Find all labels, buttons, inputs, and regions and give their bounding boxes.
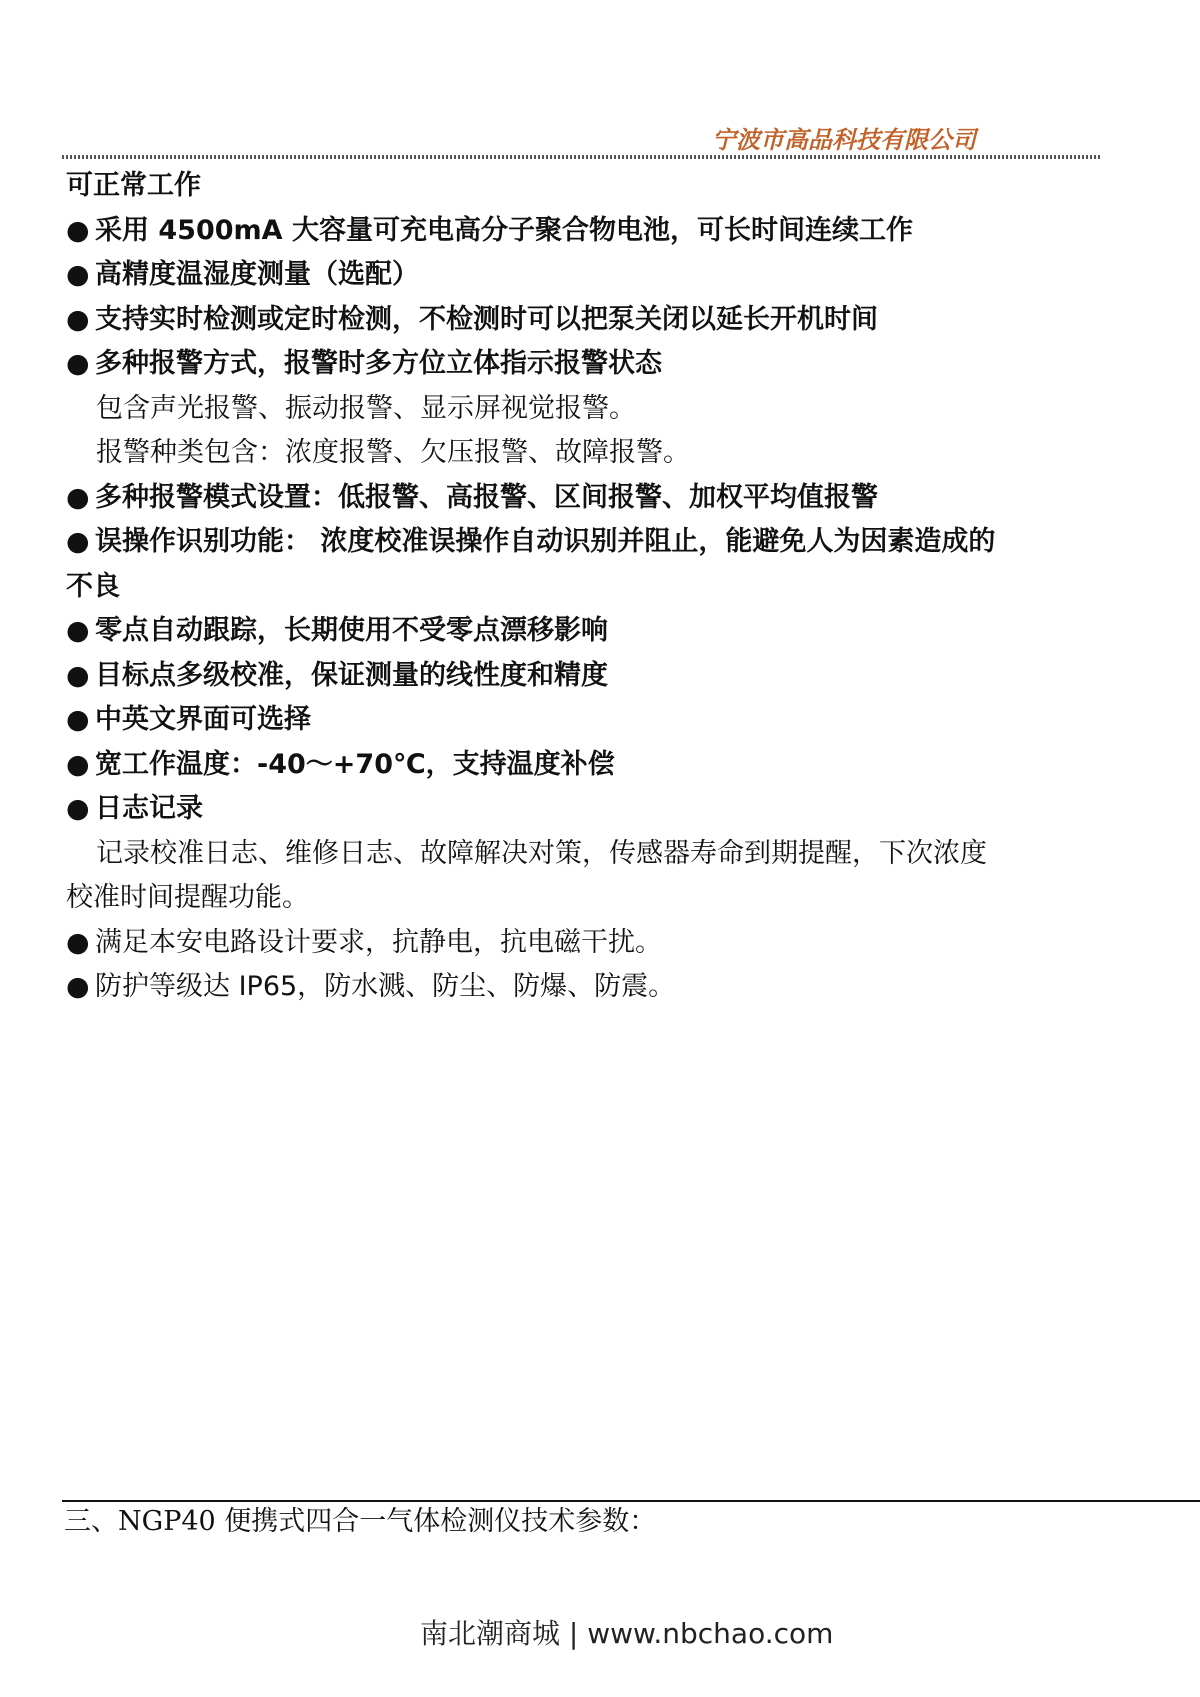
footer-watermark: 南北潮商城 | www.nbchao.com xyxy=(420,1617,834,1650)
feature-alarm-modes: ● 多种报警模式设置：低报警、高报警、区间报警、加权平均值报警 xyxy=(66,476,1106,521)
feature-detection-mode: ● 支持实时检测或定时检测，不检测时可以把泵关闭以延长开机时间 xyxy=(66,298,1106,343)
section-title: 三、NGP40 便携式四合一气体检测仪技术参数： xyxy=(64,1506,657,1537)
continuation-line: 可正常工作 xyxy=(66,170,201,201)
feature-logging: ● 日志记录 xyxy=(66,787,1106,832)
misoperation-continuation: 不良 xyxy=(66,570,120,602)
bullet-icon: ● xyxy=(66,793,90,824)
bullet-icon: ● xyxy=(66,526,90,557)
company-name: 宁波市高品科技有限公司 xyxy=(712,125,976,154)
alarm-types-detail: 报警种类包含：浓度报警、欠压报警、故障报警。 xyxy=(96,437,690,468)
feature-zero-tracking: ● 零点自动跟踪，长期使用不受零点漂移影响 xyxy=(66,609,1106,654)
feature-alarm-methods: ● 多种报警方式，报警时多方位立体指示报警状态 xyxy=(66,342,1106,387)
feature-language: ● 中英文界面可选择 xyxy=(66,698,1106,743)
bullet-icon: ● xyxy=(66,704,90,735)
feature-intrinsic-safety: ● 满足本安电路设计要求，抗静电，抗电磁干扰。 xyxy=(66,921,1106,966)
feature-temp-humidity: ● 高精度温湿度测量（选配） xyxy=(66,253,1106,298)
feature-temperature-range: ● 宽工作温度：-40～+70℃，支持温度补偿 xyxy=(66,743,1106,788)
bullet-icon: ● xyxy=(66,615,90,646)
bullet-icon: ● xyxy=(66,926,90,958)
bullet-icon: ● xyxy=(66,748,90,780)
bullet-icon: ● xyxy=(66,481,90,513)
bullet-icon: ● xyxy=(66,659,90,691)
logging-detail: 记录校准日志、维修日志、故障解决对策，传感器寿命到期提醒，下次浓度 xyxy=(96,837,987,869)
logging-detail-continuation: 校准时间提醒功能。 xyxy=(66,882,309,913)
bullet-icon: ● xyxy=(66,303,90,335)
bullet-icon: ● xyxy=(66,348,90,379)
header-divider xyxy=(62,155,1100,159)
bullet-icon: ● xyxy=(66,259,90,290)
feature-battery: ● 采用 4500mA 大容量可充电高分子聚合物电池，可长时间连续工作 xyxy=(66,209,1106,254)
feature-list xyxy=(66,164,1106,1010)
alarm-methods-detail: 包含声光报警、振动报警、显示屏视觉报警。 xyxy=(96,392,636,424)
bullet-icon: ● xyxy=(66,971,90,1002)
feature-misoperation: ● 误操作识别功能： 浓度校准误操作自动识别并阻止，能避免人为因素造成的 xyxy=(66,520,1106,565)
bullet-icon: ● xyxy=(66,214,90,246)
feature-calibration: ● 目标点多级校准，保证测量的线性度和精度 xyxy=(66,654,1106,699)
feature-protection-rating: ● 防护等级达 IP65，防水溅、防尘、防爆、防震。 xyxy=(66,965,1106,1010)
